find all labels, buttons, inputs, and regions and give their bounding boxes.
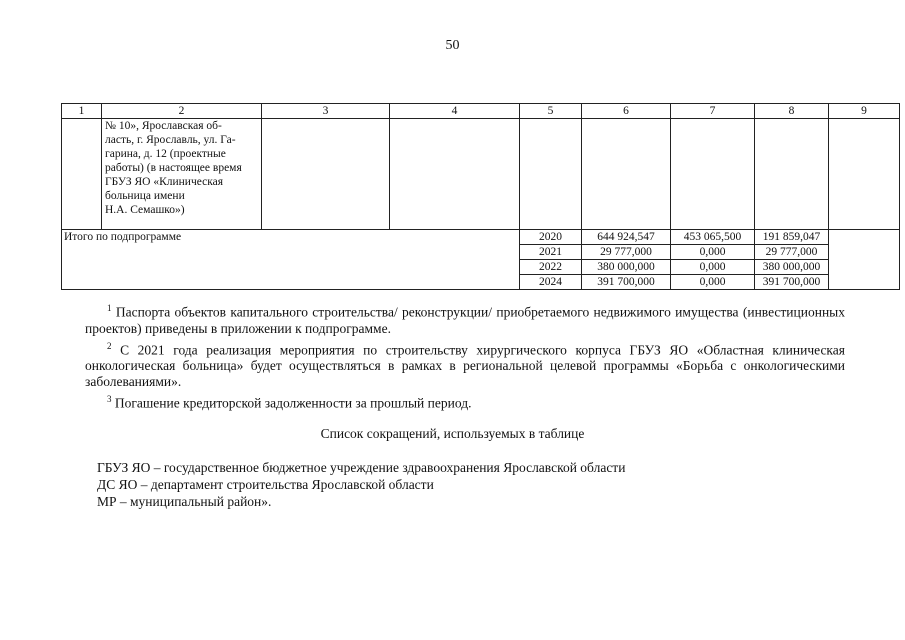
budget-table [61,103,900,290]
col-number: 9 [829,104,900,119]
footnotes [85,300,845,413]
value-cell: 191 859,047 [755,230,829,245]
col-number: 1 [62,104,102,119]
value-cell: 0,000 [671,275,755,290]
year-cell: 2022 [520,260,582,275]
footnote-text: Паспорта объектов капитального строительства/ реконструкции/ приобретаемого недвижимого имущества (инвестиционных проектов) приведены в приложении к подпрограмме. [85,304,845,336]
list-item: МР – муниципальный район». [97,494,272,509]
footnote-text: Погашение кредиторской задолженности за прошлый период. [111,395,472,411]
table-cell [390,119,520,230]
footnote-mark: 3 [107,394,112,404]
total-label: Итого по подпрограмме [62,230,520,290]
column-number-row [62,104,900,119]
table-cell [829,119,900,230]
list-item: ДС ЯО – департамент строительства Ярославской области [97,477,434,492]
value-cell: 391 700,000 [582,275,671,290]
value-cell: 0,000 [671,245,755,260]
value-cell: 0,000 [671,260,755,275]
table-cell [582,119,671,230]
col-number: 3 [262,104,390,119]
col-number: 2 [102,104,262,119]
value-cell: 380 000,000 [755,260,829,275]
object-description: № 10», Ярославская об- ласть, г. Ярославль, ул. Га- гарина, д. 12 (проектные работы) (в настоящее время ГБУЗ ЯО «Клиническая больница имени Н.А. Семашко») [102,119,262,230]
year-cell: 2021 [520,245,582,260]
value-cell: 380 000,000 [582,260,671,275]
col-number: 5 [520,104,582,119]
value-cell: 453 065,500 [671,230,755,245]
footnote-mark: 1 [107,303,112,313]
value-cell: 29 777,000 [582,245,671,260]
footnote [85,338,845,391]
footnote [85,300,845,337]
col-number: 4 [390,104,520,119]
table-row [62,230,900,245]
abbreviations-list [97,459,625,510]
table-cell [62,119,102,230]
list-item: ГБУЗ ЯО – государственное бюджетное учреждение здравоохранения Ярославской области [97,460,626,475]
value-cell: 391 700,000 [755,275,829,290]
footnote [85,391,845,412]
col-number: 7 [671,104,755,119]
table-cell [829,230,900,290]
page-number: 50 [445,38,460,53]
col-number: 6 [582,104,671,119]
footnote-mark: 2 [107,340,112,351]
table-cell [520,119,582,230]
footnote-text: С 2021 года реализация мероприятия по строительству хирургического корпуса ГБУЗ ЯО «Областная клиническая онкологическая больница» будет осуществляться в рамках в региональной целевой программы «Борьба с онкологическими заболеваниями». [85,342,845,389]
table-cell [262,119,390,230]
value-cell: 29 777,000 [755,245,829,260]
value-cell: 644 924,547 [582,230,671,245]
table-row [62,119,900,230]
year-cell: 2024 [520,275,582,290]
abbreviations-title: Список сокращений, используемых в таблице [320,426,585,441]
table-cell [671,119,755,230]
year-cell: 2020 [520,230,582,245]
table-cell [755,119,829,230]
col-number: 8 [755,104,829,119]
